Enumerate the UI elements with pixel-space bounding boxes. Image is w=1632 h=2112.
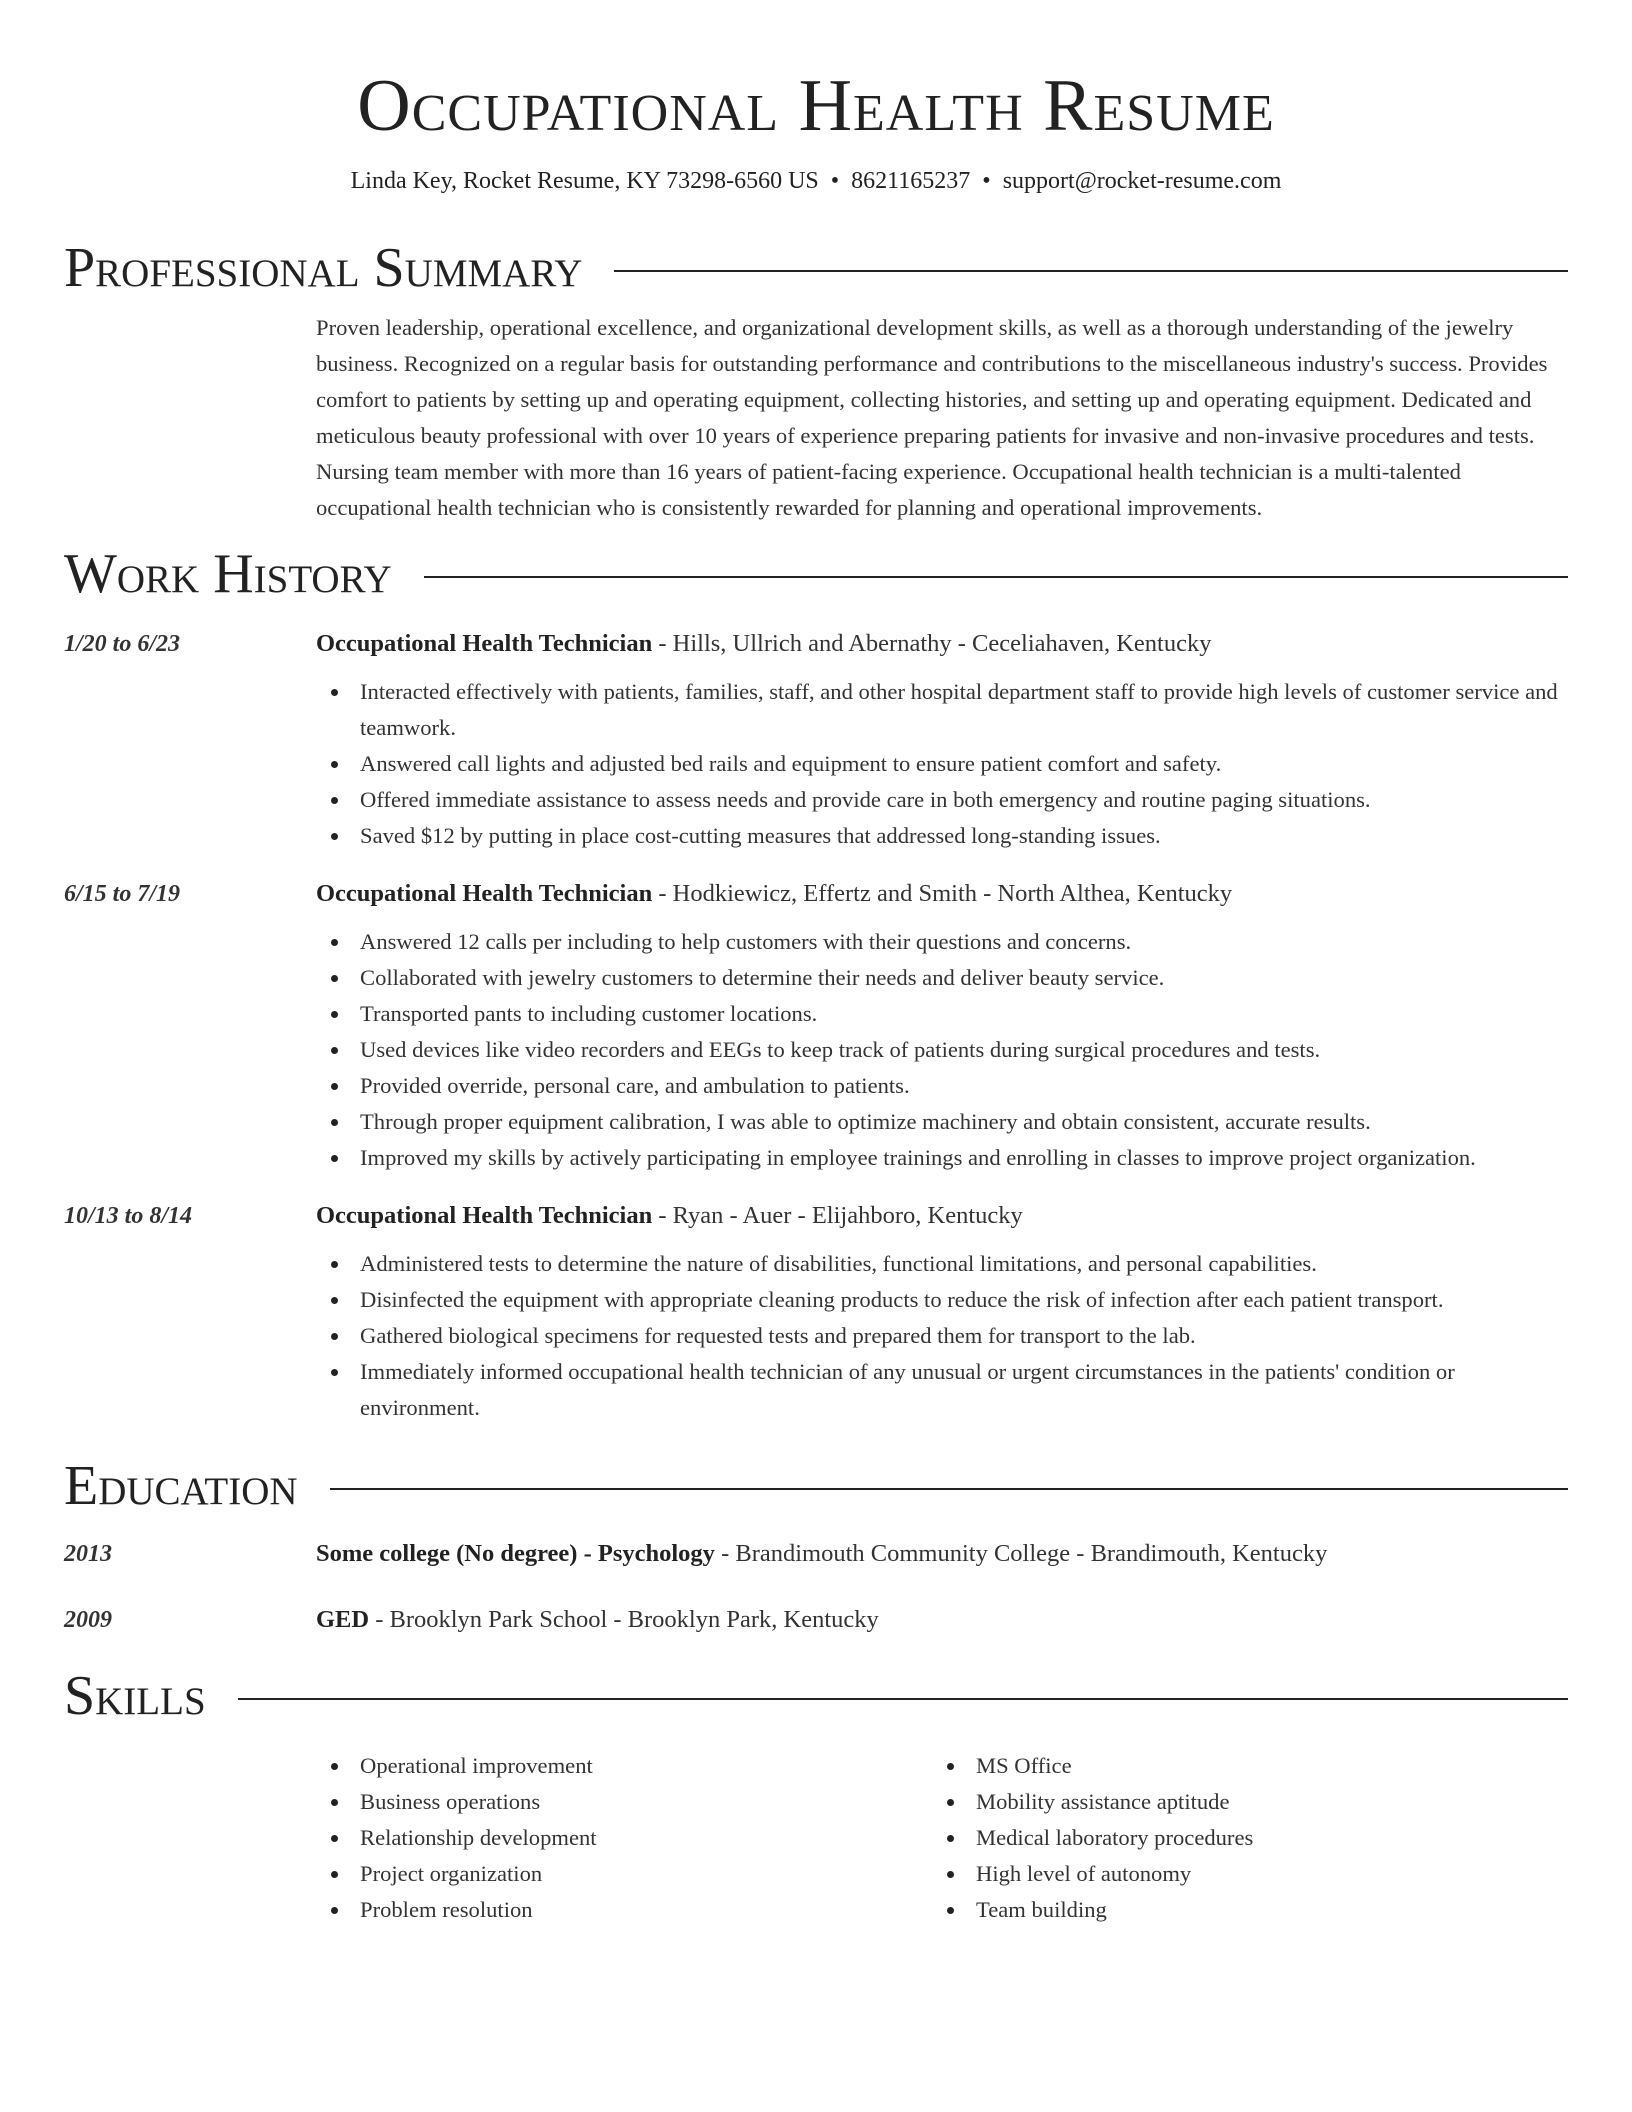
list-item: Transported pants to including customer locations. xyxy=(316,996,1568,1032)
education-section xyxy=(64,1456,1568,1636)
section-divider xyxy=(424,576,1568,578)
job-bullets xyxy=(316,924,1568,1176)
list-item: Offered immediate assistance to assess needs and provide care in both emergency and routine paging situations. xyxy=(316,782,1568,818)
summary-text: Proven leadership, operational excellence, and organizational development skills, as well as a thorough understanding of the jewelry business. Recognized on a regular basis for outstanding performance and contributions to the miscellaneous industry's success. Provides comfort to patients by setting up and operating equipment, collecting histories, and setting up and operating equipment. Dedicated and meticulous beauty professional with over 10 years of experience preparing patients for invasive and non-invasive procedures and tests. Nursing team member with more than 16 years of patient-facing experience. Occupational health technician is a multi-talented occupational health technician who is consistently rewarded for planning and operational improvements. xyxy=(316,315,1548,520)
work-history-section xyxy=(64,544,1568,1426)
list-item: Immediately informed occupational health technician of any unusual or urgent circumstances in the patients' condition or environment. xyxy=(316,1354,1568,1426)
list-item: Answered 12 calls per including to help customers with their questions and concerns. xyxy=(316,924,1568,960)
job-heading xyxy=(316,878,1232,910)
skills-list-left xyxy=(316,1748,932,1928)
skill-item: Operational improvement xyxy=(316,1748,932,1784)
section-header xyxy=(64,544,1568,604)
skill-item: Medical laboratory procedures xyxy=(932,1820,1548,1856)
skills-list-right xyxy=(932,1748,1548,1928)
list-item: Collaborated with jewelry customers to determine their needs and deliver beauty service. xyxy=(316,960,1568,996)
list-item: Used devices like video recorders and EEGs to keep track of patients during surgical procedures and tests. xyxy=(316,1032,1568,1068)
education-school: - Brandimouth Community College - Brandimouth, Kentucky xyxy=(714,1540,1328,1567)
section-title: Work History xyxy=(64,543,392,605)
education-year: 2009 xyxy=(64,1607,112,1633)
list-item: Provided override, personal care, and ambulation to patients. xyxy=(316,1068,1568,1104)
job-heading xyxy=(316,628,1212,660)
list-item: Improved my skills by actively participating in employee trainings and enrolling in classes to improve project organization. xyxy=(316,1140,1568,1176)
education-heading xyxy=(316,1538,1327,1570)
contact-line xyxy=(64,166,1568,196)
job-entry xyxy=(64,878,1568,1176)
education-school: - Brooklyn Park School - Brooklyn Park, Kentucky xyxy=(369,1606,879,1633)
skill-item: High level of autonomy xyxy=(932,1856,1548,1892)
job-heading xyxy=(316,1200,1023,1232)
skill-item: Team building xyxy=(932,1892,1548,1928)
section-divider xyxy=(238,1698,1568,1700)
list-item: Answered call lights and adjusted bed rails and equipment to ensure patient comfort and safety. xyxy=(316,746,1568,782)
section-title: Professional Summary xyxy=(64,237,583,299)
job-bullets xyxy=(316,1246,1568,1426)
skill-item: Problem resolution xyxy=(316,1892,932,1928)
job-dates: 1/20 to 6/23 xyxy=(64,631,181,657)
contact-phone: 8621165237 xyxy=(851,168,971,194)
skills-columns xyxy=(316,1748,1568,1928)
section-divider xyxy=(614,270,1568,272)
summary-section xyxy=(64,238,1568,526)
job-title: Occupational Health Technician xyxy=(316,630,653,657)
contact-separator: • xyxy=(830,168,840,194)
education-heading xyxy=(316,1604,879,1636)
list-item: Disinfected the equipment with appropriate cleaning products to reduce the risk of infection after each patient transport. xyxy=(316,1282,1568,1318)
job-title: Occupational Health Technician xyxy=(316,1202,653,1229)
job-entry xyxy=(64,1200,1568,1426)
section-header xyxy=(64,1666,1568,1726)
job-dates: 6/15 to 7/19 xyxy=(64,881,181,907)
education-degree: Some college (No degree) - Psychology xyxy=(316,1540,715,1567)
job-bullets xyxy=(316,674,1568,854)
section-divider xyxy=(330,1488,1568,1490)
education-degree: GED xyxy=(316,1606,370,1633)
section-header xyxy=(64,238,1568,298)
list-item: Interacted effectively with patients, families, staff, and other hospital department staff to provide high levels of customer service and teamwork. xyxy=(316,674,1568,746)
job-employer: - Hodkiewicz, Effertz and Smith - North Althea, Kentucky xyxy=(652,880,1233,907)
job-title: Occupational Health Technician xyxy=(316,880,653,907)
job-dates: 10/13 to 8/14 xyxy=(64,1203,193,1229)
job-employer: - Hills, Ullrich and Abernathy - Ceceliahaven, Kentucky xyxy=(652,630,1212,657)
skill-item: Relationship development xyxy=(316,1820,932,1856)
job-employer: - Ryan - Auer - Elijahboro, Kentucky xyxy=(652,1202,1023,1229)
skill-item: Mobility assistance aptitude xyxy=(932,1784,1548,1820)
contact-separator: • xyxy=(982,168,991,194)
contact-address: Linda Key, Rocket Resume, KY 73298-6560 US xyxy=(350,168,819,194)
list-item: Saved $12 by putting in place cost-cutting measures that addressed long-standing issues. xyxy=(316,818,1568,854)
education-entry xyxy=(64,1538,1568,1570)
skill-item: Business operations xyxy=(316,1784,932,1820)
resume-page xyxy=(64,0,1568,1928)
list-item: Through proper equipment calibration, I was able to optimize machinery and obtain consistent, accurate results. xyxy=(316,1104,1568,1140)
section-title: Education xyxy=(64,1455,298,1517)
job-entry xyxy=(64,628,1568,854)
section-header xyxy=(64,1456,1568,1516)
list-item: Gathered biological specimens for requested tests and prepared them for transport to the lab. xyxy=(316,1318,1568,1354)
skills-section xyxy=(64,1666,1568,1928)
resume-title: Occupational Health Resume xyxy=(357,65,1275,147)
education-entry xyxy=(64,1604,1568,1636)
section-title: Skills xyxy=(64,1665,206,1727)
skill-item: MS Office xyxy=(932,1748,1548,1784)
list-item: Administered tests to determine the nature of disabilities, functional limitations, and personal capabilities. xyxy=(316,1246,1568,1282)
contact-email[interactable]: support@rocket-resume.com xyxy=(1002,168,1282,194)
skill-item: Project organization xyxy=(316,1856,932,1892)
education-year: 2013 xyxy=(64,1541,112,1567)
